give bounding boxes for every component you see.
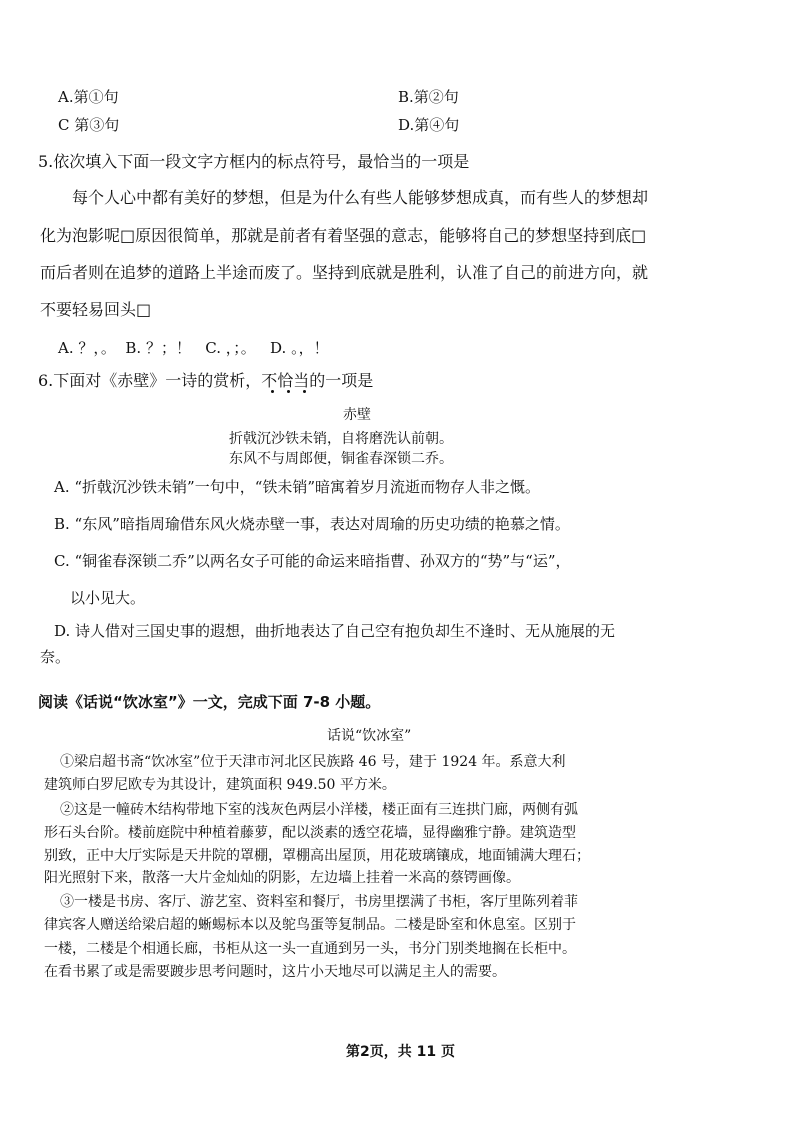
article-line: ③一楼是书房、客厅、游艺室、资料室和餐厅，书房里摆满了书柜，客厅里陈列着菲 (60, 894, 578, 910)
article-line: ②这是一幢砖木结构带地下室的浅灰色两层小洋楼，楼正面有三连拱门廊，两侧有弧 (60, 802, 578, 818)
article-title: 话说“饮冰室” (327, 728, 412, 744)
emphasis-dot (287, 390, 290, 393)
q6-option-c-cont: 以小见大。 (70, 589, 146, 607)
article-line: 别致，正中大厅实际是天井院的罩棚，罩棚高出屋顶，用花玻璃镶成，地面铺满大理石； (44, 848, 590, 864)
q5-passage-line: 每个人心中都有美好的梦想，但是为什么有些人能够梦想成真，而有些人的梦想却 (72, 188, 649, 207)
q4-option-a: A.第①句 (58, 88, 119, 106)
article-line: 建筑师白罗尼欧专为其设计，建筑面积 949.50 平方米。 (44, 777, 396, 793)
article-line: 阳光照射下来，散落一大片金灿灿的阴影，左边墙上挂着一米高的蔡锷画像。 (44, 870, 520, 886)
q5-stem: 5.依次填入下面一段文字方框内的标点符号，最恰当的一项是 (38, 152, 470, 171)
q6-option-b: B. “东风”暗指周瑜借东风火烧赤壁一事，表达对周瑜的历史功绩的艳慕之情。 (54, 515, 570, 533)
article-line: 在看书累了或是需要踱步思考问题时，这片小天地尽可以满足主人的需要。 (44, 964, 506, 980)
q5-passage-line: 而后者则在追梦的道路上半途而废了。坚持到底就是胜利，认准了自己的前进方向，就 (40, 263, 649, 282)
article-line: ①梁启超书斋“饮冰室”位于天津市河北区民族路 46 号，建于 1924 年。系意大利 (60, 754, 566, 770)
q6-stem: 6.下面对《赤壁》一诗的赏析，不恰当的一项是 (38, 371, 374, 390)
q5-passage-line: 不要轻易回头□ (40, 300, 152, 319)
q6-option-a: A. “折戟沉沙铁未销”一句中，“铁未销”暗寓着岁月流逝而物存人非之慨。 (54, 478, 541, 496)
poem-title: 赤壁 (343, 407, 371, 423)
emphasis-dot (271, 390, 274, 393)
article-line: 一楼，二楼是个相通长廊，书柜从这一头一直通到另一头，书分门别类地搁在长柜中。 (44, 941, 576, 957)
article-line: 形石头台阶。楼前庭院中种植着藤萝，配以淡素的透空花墙，显得幽雅宁静。建筑造型 (44, 825, 576, 841)
q6-option-d-cont: 奈。 (40, 648, 71, 666)
q4-option-c: C 第③句 (58, 116, 120, 134)
q6-option-c: C. “铜雀春深锁二乔”以两名女子可能的命运来暗指曹、孙双方的“势”与“运”， (54, 552, 571, 570)
poem-line: 折戟沉沙铁未销，自将磨洗认前朝。 (229, 431, 453, 447)
page-number: 第2页，共 11 页 (346, 1044, 455, 1060)
q6-option-d: D. 诗人借对三国史事的遐想，曲折地表达了自己空有抱负却生不逢时、无从施展的无 (54, 622, 616, 640)
poem-line: 东风不与周郎便，铜雀春深锁二乔。 (229, 451, 453, 467)
article-line: 律宾客人赠送给梁启超的蜥蜴标本以及鸵鸟蛋等复制品。二楼是卧室和休息室。区别于 (44, 917, 576, 933)
q5-options: A. ？，。 B. ？；！ C. ，；。 D. 。，！ (58, 339, 329, 357)
q4-option-d: D.第④句 (398, 116, 460, 134)
reading-intro: 阅读《话说“饮冰室”》一文，完成下面 7-8 小题。 (38, 693, 381, 711)
emphasis-dot (303, 390, 306, 393)
q4-option-b: B.第②句 (398, 88, 459, 106)
q5-passage-line: 化为泡影呢□原因很简单，那就是前者有着坚强的意志，能够将自己的梦想坚持到底□ (40, 226, 647, 245)
